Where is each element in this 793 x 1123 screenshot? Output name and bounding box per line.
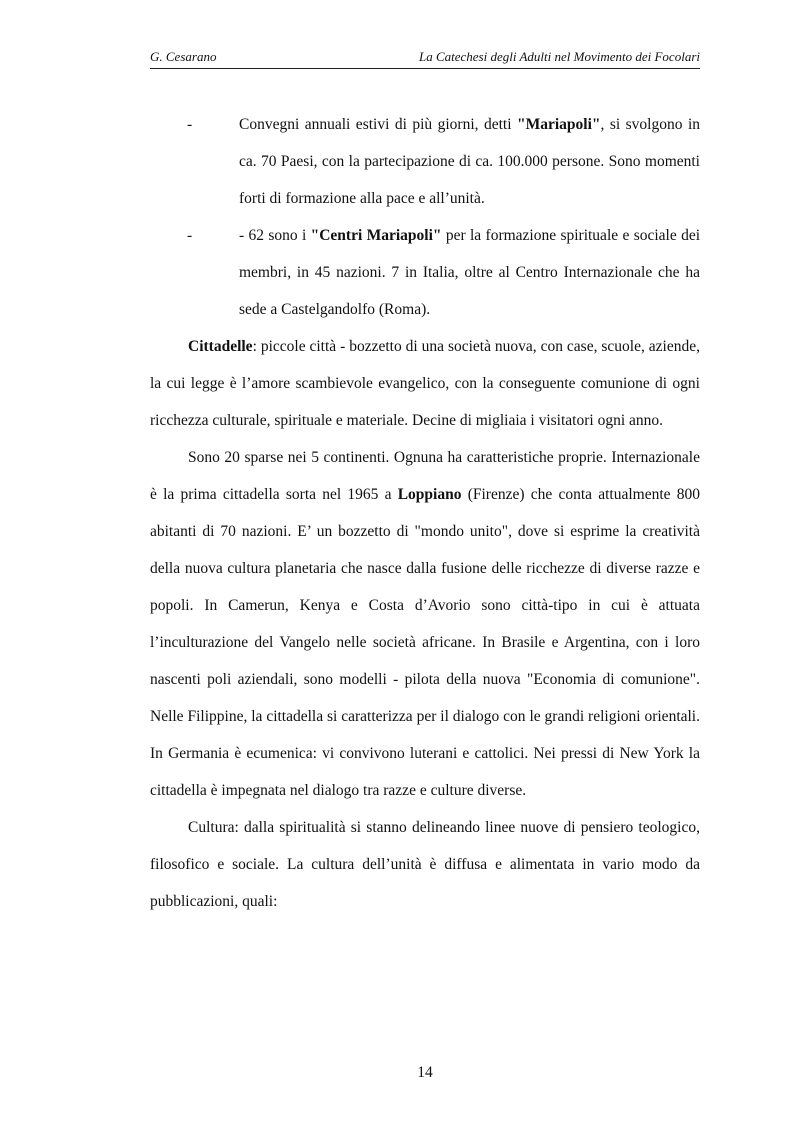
bullet-text: - 62 sono i "Centri Mariapoli" per la formazione spirituale e sociale dei membri, in 45 nazioni. 7 in Italia, oltre al Centro Internazionale che ha sede a Castelgandolfo (Roma). xyxy=(239,227,700,318)
paragraph-cittadelle: Cittadelle: piccole città - bozzetto di una società nuova, con case, scuole, aziende, la cui legge è l’amore scambievole evangelico, con la conseguente comunione di ogni ricchezza culturale, spirituale e materiale. Decine di migliaia i visitatori ogni anno. xyxy=(150,338,700,429)
header-author: G. Cesarano xyxy=(150,49,217,64)
bullet-item xyxy=(150,106,700,217)
header-rule xyxy=(150,68,700,69)
bullet-dash: - xyxy=(187,116,193,133)
header-title: La Catechesi degli Adulti nel Movimento dei Focolari xyxy=(418,49,700,64)
bullet-text: Convegni annuali estivi di più giorni, detti "Mariapoli", si svolgono in ca. 70 Paesi, con la partecipazione di ca. 100.000 persone. Sono momenti forti di formazione alla pace e all’unità. xyxy=(239,116,700,207)
paragraph-continenti: Sono 20 sparse nei 5 continenti. Ognuna ha caratteristiche proprie. Internazionale è la prima cittadella sorta nel 1965 a Loppiano (Firenze) che conta attualmente 800 abitanti di 70 nazioni. E’ un bozzetto di "mondo unito", dove si esprime la creatività della nuova cultura planetaria che nasce dalla fusione delle ricchezze di diverse razze e popoli. In Camerun, Kenya e Costa d’Avorio sono città-tipo in cui è attuata l’inculturazione del Vangelo nelle società africane. In Brasile e Argentina, con i loro nascenti poli aziendali, sono modelli - pilota della nuova "Economia di comunione". Nelle Filippine, la cittadella si caratterizza per il dialogo con le grandi religioni orientali. In Germania è ecumenica: vi convivono luterani e cattolici. Nei pressi di New York la cittadella è impegnata nel dialogo tra razze e culture diverse. xyxy=(150,449,700,799)
paragraph-cultura: Cultura: dalla spiritualità si stanno delineando linee nuove di pensiero teologico, filosofico e sociale. La cultura dell’unità è diffusa e alimentata in vario modo da pubblicazioni, quali: xyxy=(150,819,700,910)
page-number: 14 xyxy=(417,1064,433,1081)
bullet-dash: - xyxy=(187,227,193,244)
body-text xyxy=(150,106,700,920)
bullet-item xyxy=(150,217,700,328)
